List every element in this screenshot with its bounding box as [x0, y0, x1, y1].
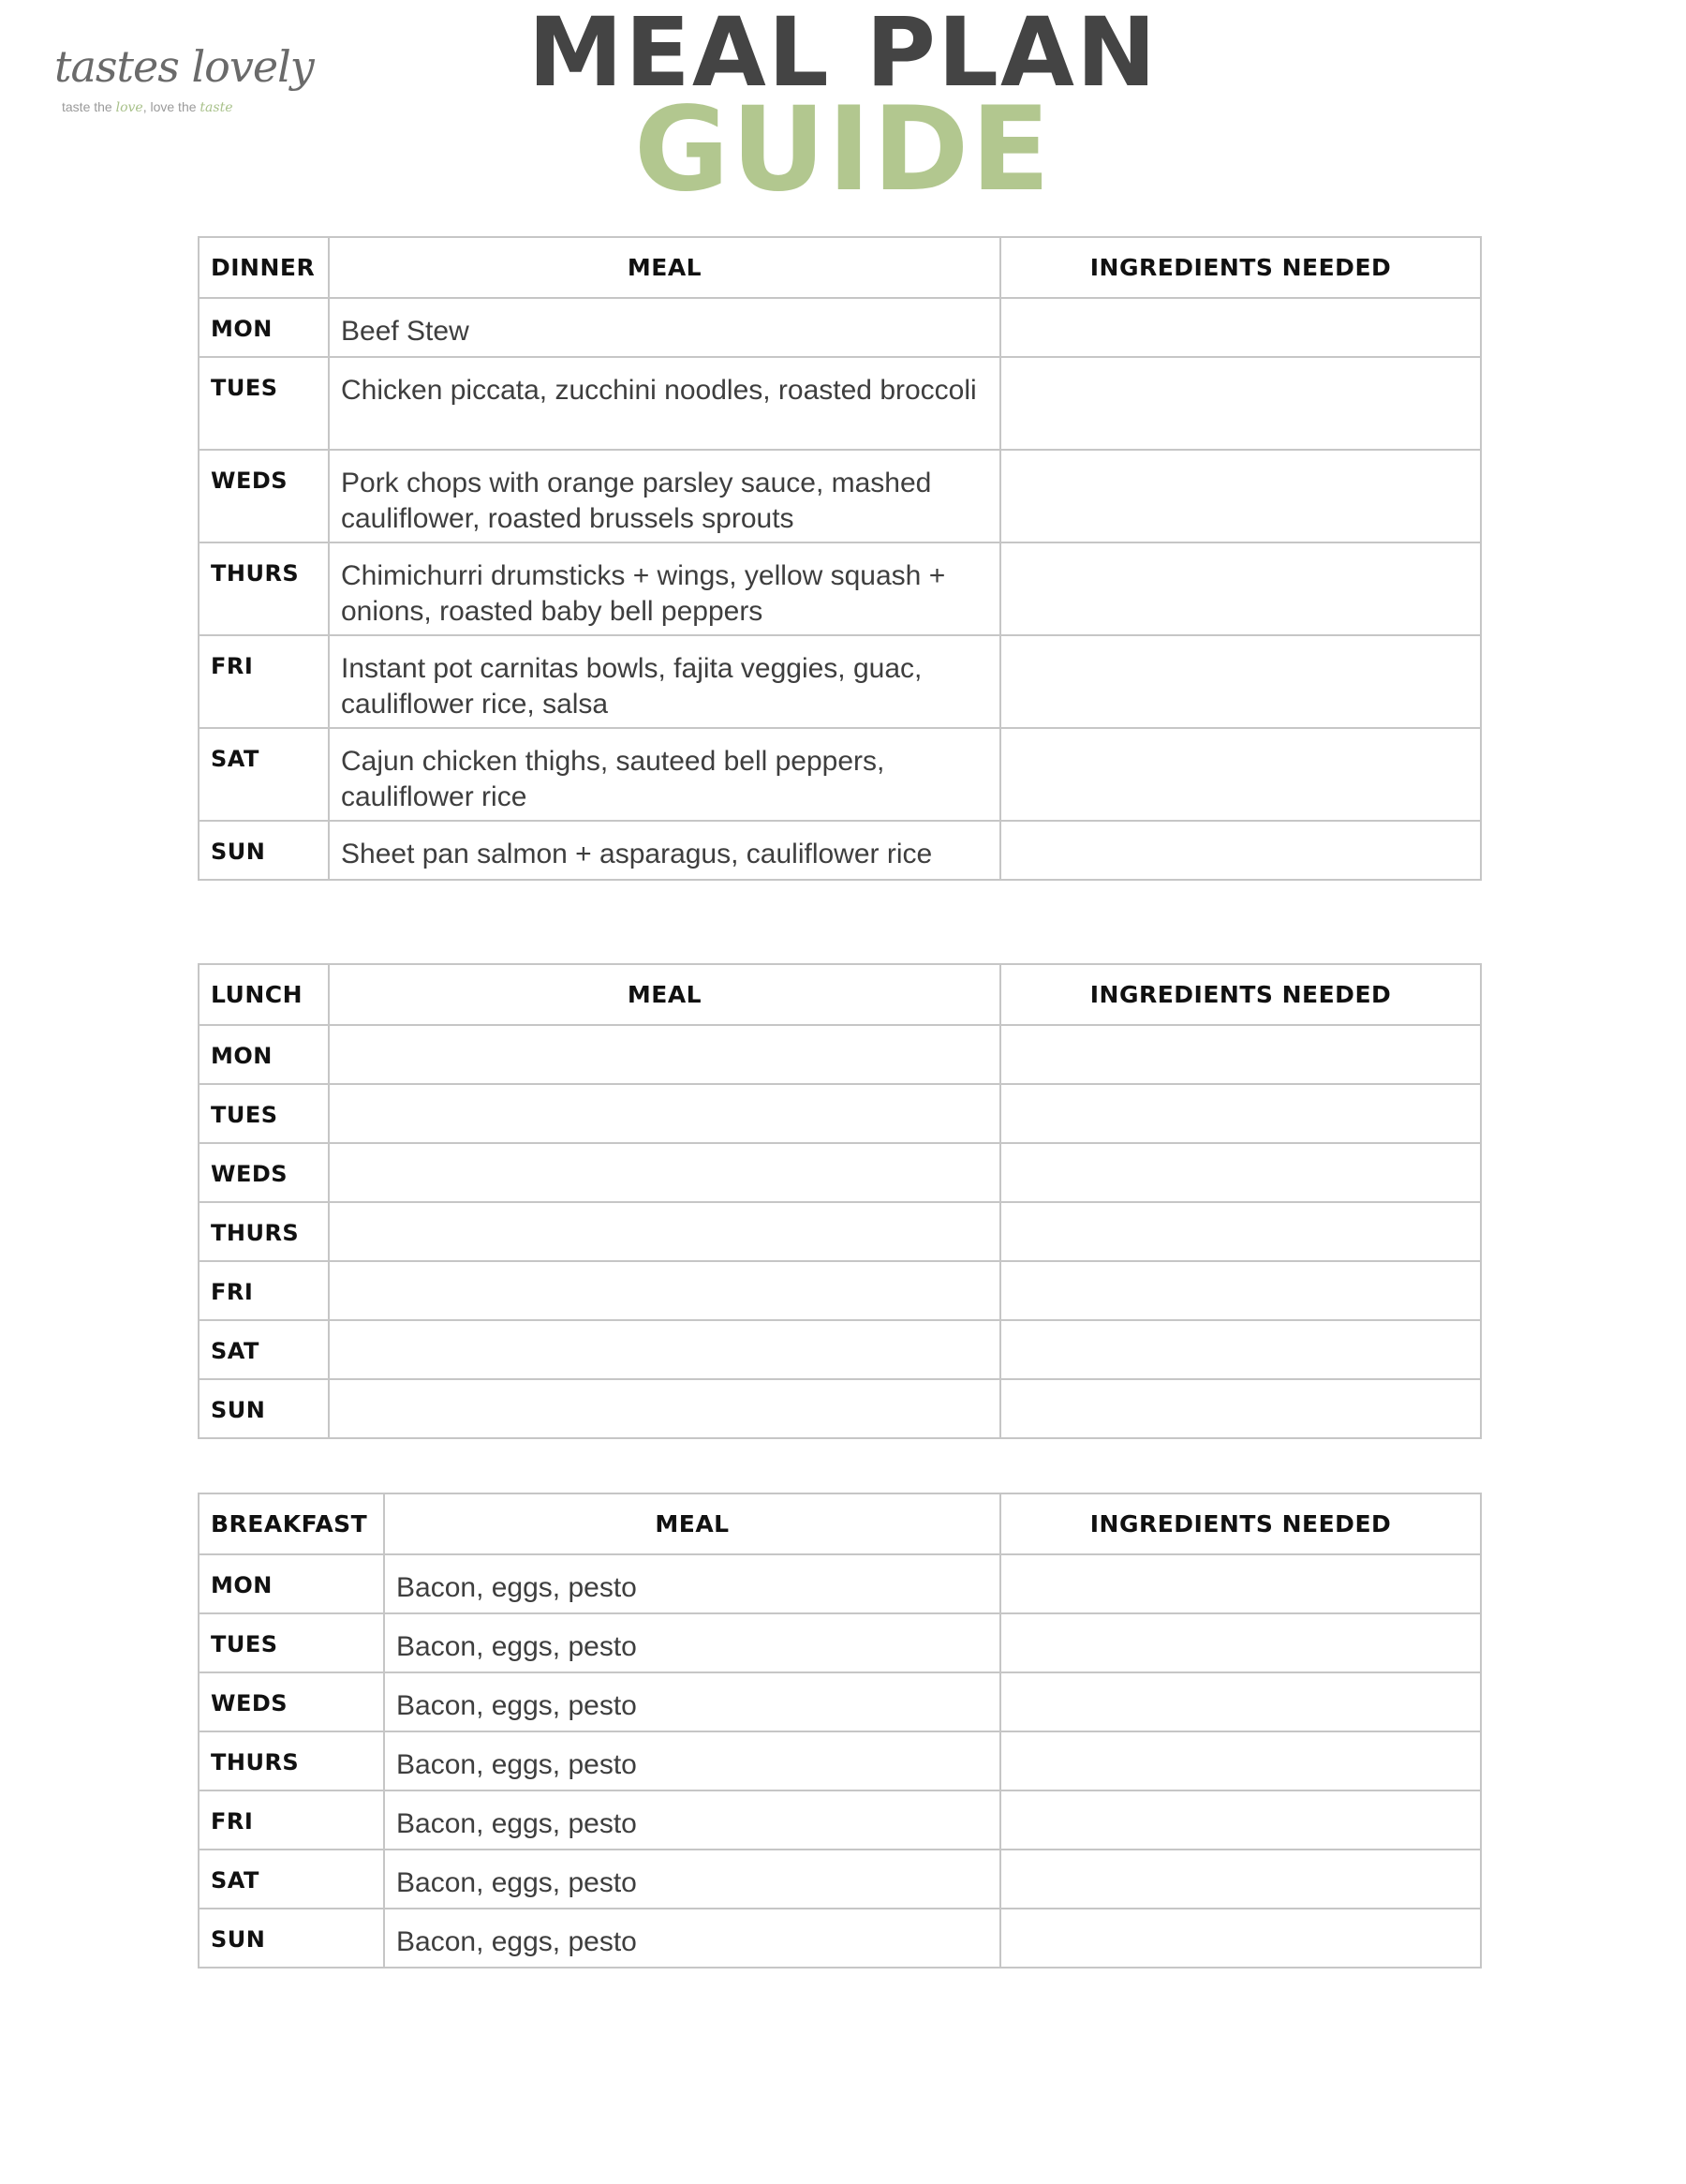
table-row [199, 635, 1481, 728]
ingredients-header: INGREDIENTS NEEDED [1000, 237, 1481, 298]
day-label: SAT [199, 1320, 329, 1379]
ingredients-cell[interactable] [1000, 1672, 1481, 1731]
meal-header: MEAL [329, 964, 1000, 1025]
table-row [199, 1909, 1481, 1968]
day-label: FRI [199, 1790, 384, 1850]
ingredients-cell[interactable] [1000, 450, 1481, 542]
ingredients-cell[interactable] [1000, 1084, 1481, 1143]
day-label: THURS [199, 1202, 329, 1261]
page-subtitle: GUIDE [633, 82, 1053, 217]
table-header-row [199, 1493, 1481, 1554]
tagline-part2: , love the [142, 99, 200, 114]
meal-cell[interactable]: Beef Stew [329, 298, 1000, 357]
ingredients-cell[interactable] [1000, 298, 1481, 357]
meal-cell[interactable] [329, 1379, 1000, 1438]
meal-cell[interactable]: Bacon, eggs, pesto [384, 1672, 1000, 1731]
table-row [199, 1202, 1481, 1261]
ingredients-cell[interactable] [1000, 1261, 1481, 1320]
ingredients-cell[interactable] [1000, 1025, 1481, 1084]
table-row [199, 1379, 1481, 1438]
meal-cell[interactable]: Pork chops with orange parsley sauce, mashed cauliflower, roasted brussels sprouts [329, 450, 1000, 542]
meal-header: MEAL [384, 1493, 1000, 1554]
day-label: TUES [199, 1084, 329, 1143]
table-row [199, 728, 1481, 821]
ingredients-cell[interactable] [1000, 635, 1481, 728]
table-row [199, 1554, 1481, 1613]
table-header-row [199, 237, 1481, 298]
ingredients-cell[interactable] [1000, 1143, 1481, 1202]
ingredients-cell[interactable] [1000, 728, 1481, 821]
table-row [199, 357, 1481, 450]
ingredients-header: INGREDIENTS NEEDED [1000, 964, 1481, 1025]
table-row [199, 1025, 1481, 1084]
meal-cell[interactable]: Bacon, eggs, pesto [384, 1554, 1000, 1613]
meal-cell[interactable] [329, 1025, 1000, 1084]
day-label: TUES [199, 357, 329, 450]
day-label: SUN [199, 1909, 384, 1968]
breakfast-table [198, 1493, 1482, 1969]
day-label: SUN [199, 821, 329, 880]
day-label: MON [199, 1554, 384, 1613]
table-row [199, 1143, 1481, 1202]
meal-cell[interactable] [329, 1084, 1000, 1143]
table-row [199, 1731, 1481, 1790]
meal-cell[interactable]: Cajun chicken thighs, sauteed bell peppers, cauliflower rice [329, 728, 1000, 821]
meal-cell[interactable]: Chimichurri drumsticks + wings, yellow squash + onions, roasted baby bell peppers [329, 542, 1000, 635]
breakfast-label: BREAKFAST [199, 1493, 384, 1554]
meal-header: MEAL [329, 237, 1000, 298]
day-label: FRI [199, 635, 329, 728]
ingredients-cell[interactable] [1000, 1554, 1481, 1613]
tagline-part1: taste the [62, 99, 116, 114]
day-label: TUES [199, 1613, 384, 1672]
day-label: WEDS [199, 1672, 384, 1731]
day-label: FRI [199, 1261, 329, 1320]
meal-cell[interactable]: Bacon, eggs, pesto [384, 1790, 1000, 1850]
meal-cell[interactable]: Bacon, eggs, pesto [384, 1731, 1000, 1790]
day-label: SUN [199, 1379, 329, 1438]
day-label: WEDS [199, 1143, 329, 1202]
meal-cell[interactable]: Bacon, eggs, pesto [384, 1613, 1000, 1672]
table-row [199, 1084, 1481, 1143]
ingredients-cell[interactable] [1000, 542, 1481, 635]
dinner-table [198, 236, 1482, 881]
table-row [199, 1850, 1481, 1909]
day-label: WEDS [199, 450, 329, 542]
meal-cell[interactable] [329, 1202, 1000, 1261]
table-header-row [199, 964, 1481, 1025]
table-row [199, 1613, 1481, 1672]
tagline-taste: taste [200, 100, 233, 115]
meal-cell[interactable] [329, 1143, 1000, 1202]
meal-cell[interactable] [329, 1320, 1000, 1379]
meal-cell[interactable]: Instant pot carnitas bowls, fajita veggies, guac, cauliflower rice, salsa [329, 635, 1000, 728]
logo-script-text: tastes lovely [54, 41, 314, 92]
table-row [199, 1261, 1481, 1320]
lunch-label: LUNCH [199, 964, 329, 1025]
meal-cell[interactable]: Sheet pan salmon + asparagus, cauliflower rice [329, 821, 1000, 880]
ingredients-header: INGREDIENTS NEEDED [1000, 1493, 1481, 1554]
day-label: MON [199, 298, 329, 357]
meal-cell[interactable] [329, 1261, 1000, 1320]
ingredients-cell[interactable] [1000, 357, 1481, 450]
meal-cell[interactable]: Bacon, eggs, pesto [384, 1909, 1000, 1968]
page-title: MEAL PLAN [527, 0, 1159, 109]
day-label: SAT [199, 1850, 384, 1909]
ingredients-cell[interactable] [1000, 1731, 1481, 1790]
ingredients-cell[interactable] [1000, 1320, 1481, 1379]
table-row [199, 298, 1481, 357]
ingredients-cell[interactable] [1000, 1613, 1481, 1672]
meal-cell[interactable]: Chicken piccata, zucchini noodles, roasted broccoli [329, 357, 1000, 450]
tagline-love: love [115, 100, 143, 115]
day-label: THURS [199, 1731, 384, 1790]
ingredients-cell[interactable] [1000, 1850, 1481, 1909]
meal-cell[interactable]: Bacon, eggs, pesto [384, 1850, 1000, 1909]
ingredients-cell[interactable] [1000, 1379, 1481, 1438]
dinner-label: DINNER [199, 237, 329, 298]
table-row [199, 1672, 1481, 1731]
day-label: THURS [199, 542, 329, 635]
ingredients-cell[interactable] [1000, 821, 1481, 880]
table-row [199, 821, 1481, 880]
ingredients-cell[interactable] [1000, 1202, 1481, 1261]
table-row [199, 542, 1481, 635]
day-label: MON [199, 1025, 329, 1084]
ingredients-cell[interactable] [1000, 1790, 1481, 1850]
day-label: SAT [199, 728, 329, 821]
table-row [199, 1790, 1481, 1850]
table-row [199, 1320, 1481, 1379]
ingredients-cell[interactable] [1000, 1909, 1481, 1968]
lunch-table [198, 963, 1482, 1439]
table-row [199, 450, 1481, 542]
